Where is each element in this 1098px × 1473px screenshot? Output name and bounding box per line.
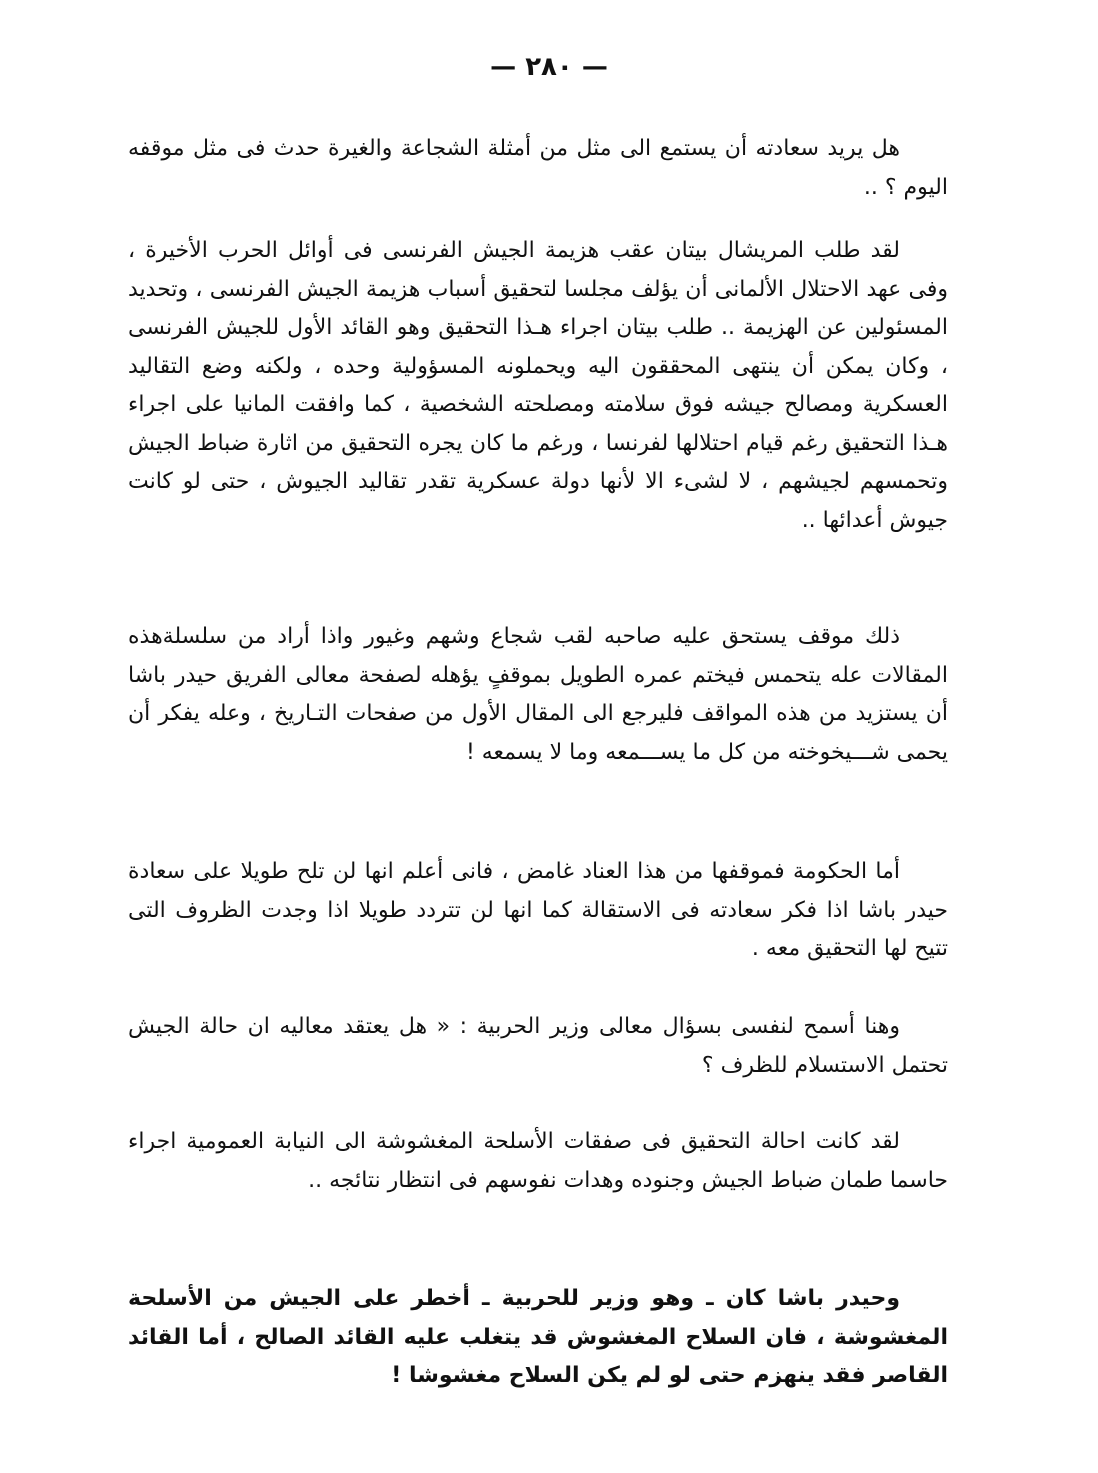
paragraph-5	[128, 1008, 948, 1085]
paragraph-6	[128, 1123, 948, 1200]
paragraph-6-text: لقد كانت احالة التحقيق فى صفقات الأسلحة المغشوشة الى النيابة العمومية اجراء حاسما طمان ضباط الجيش وجنوده وهدات نفوسهم فى انتظار نتائجه ..	[128, 1129, 948, 1193]
page-number: — ٢٨٠ —	[490, 52, 608, 82]
paragraph-2-text: لقد طلب المريشال بيتان عقب هزيمة الجيش الفرنسى فى أوائل الحرب الأخيرة ، وفى عهد الاحتلال الألمانى أن يؤلف مجلسا لتحقيق أسباب هزيمة الجيش الفرنسى ، وتحديد المسئولين عن الهزيمة .. طلب بيتان اجراء هـذا التحقيق وهو القائد الأول للجيش الفرنسى ، وكان يمكن أن ينتهى المحققون اليه ويحملونه المسؤولية وحده ، ولكنه وضع التقاليد العسكرية ومصالح جيشه فوق سلامته ومصلحته الشخصية ، كما وافقت المانيا على اجراء هـذا التحقيق رغم قيام احتلالها لفرنسا ، ورغم ما كان يجره التحقيق من اثارة ضباط الجيش وتحمسهم لجيشهم ، لا لشىء الا لأنها دولة عسكرية تقدر تقاليد الجيوش ، حتى لو كانت جيوش أعدائها ..	[128, 238, 948, 533]
paragraph-4	[128, 853, 948, 969]
paragraph-5-text: وهنا أسمح لنفسى بسؤال معالى وزير الحربية : « هل يعتقد معاليه ان حالة الجيش تحتمل الاستسلام للظرف ؟	[128, 1014, 948, 1078]
paragraph-7-text: وحيدر باشا كان ـ وهو وزير للحربية ـ أخطر على الجيش من الأسلحة المغشوشة ، فان السلاح المغشوش قد يتغلب عليه القائد الصالح ، أما القائد القاصر فقد ينهزم حتى لو لم يكن السلاح مغشوشا !	[128, 1286, 948, 1388]
paragraph-1-text: هل يريد سعادته أن يستمع الى مثل من أمثلة الشجاعة والغيرة حدث فى مثل موقفه اليوم ؟ ..	[128, 136, 948, 200]
paragraph-3	[128, 618, 948, 772]
paragraph-2	[128, 232, 948, 540]
paragraph-7	[128, 1280, 948, 1396]
paragraph-4-text: أما الحكومة فموقفها من هذا العناد غامض ، فانى أعلم انها لن تلح طويلا على سعادة حيدر باشا اذا فكر سعادته فى الاستقالة كما انها لن تتردد طويلا اذا وجدت الظروف التى تتيح لها التحقيق معه .	[128, 859, 948, 961]
paragraph-3-text: ذلك موقف يستحق عليه صاحبه لقب شجاع وشهم وغيور واذا أراد من سلسلةهذه المقالات عله يتحمس فيختم عمره الطويل بموقفٍ يؤهله لصفحة معالى الفريق حيدر باشا أن يستزيد من هذه المواقف فليرجع الى المقال الأول من صفحات التـاريخ ، وعله يفكر أن يحمى شـــيخوخته من كل ما يســـمعه وما لا يسمعه !	[128, 624, 948, 765]
paragraph-1	[128, 130, 948, 207]
